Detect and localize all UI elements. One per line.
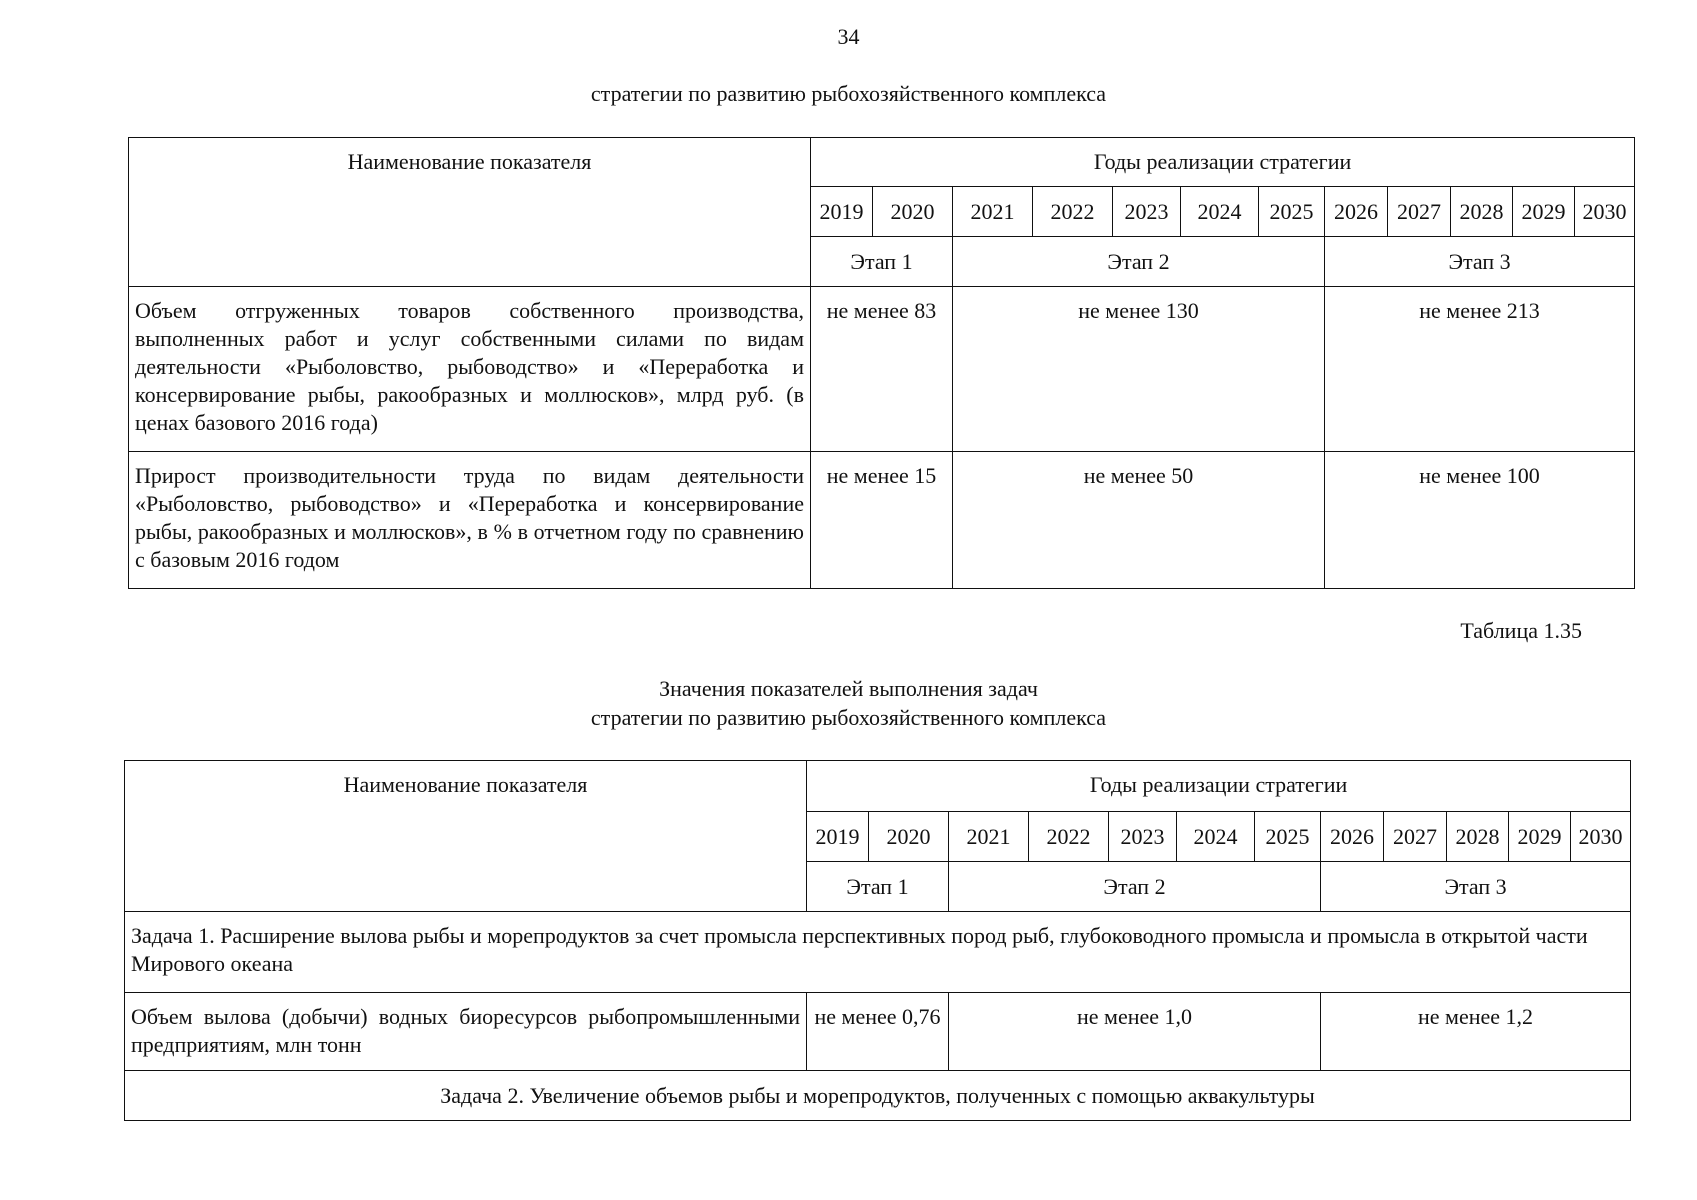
year-cell: 2024 (1177, 812, 1255, 862)
stage-2-header: Этап 2 (953, 237, 1325, 287)
stage-1-header: Этап 1 (807, 862, 949, 912)
indicators-table-bottom (124, 760, 1631, 1121)
year-cell: 2025 (1255, 812, 1321, 862)
header-indicator-name: Наименование показателя (129, 138, 811, 287)
year-cell: 2029 (1509, 812, 1571, 862)
indicator-name: Объем отгруженных товаров собственного производства, выполненных работ и услуг собственными силами по видам деятельности «Рыболовство, рыбоводство» и «Переработка и консервирование рыбы, ракообразных и моллюсков», млрд руб. (в ценах базового 2016 года) (129, 287, 811, 452)
indicators-table-top (128, 137, 1635, 589)
stage-3-value: не менее 213 (1325, 287, 1635, 452)
stage-3-value: не менее 100 (1325, 452, 1635, 589)
table-title-line-1: Значения показателей выполнения задач (659, 676, 1038, 701)
stage-1-value: не менее 83 (811, 287, 953, 452)
year-cell: 2030 (1571, 812, 1631, 862)
year-cell: 2026 (1321, 812, 1384, 862)
table-title-line-2: стратегии по развитию рыбохозяйственного комплекса (590, 705, 1107, 730)
year-cell: 2024 (1181, 187, 1259, 237)
year-cell: 2025 (1259, 187, 1325, 237)
stage-3-header: Этап 3 (1325, 237, 1635, 287)
year-cell: 2022 (1029, 812, 1109, 862)
year-cell: 2028 (1447, 812, 1509, 862)
top-heading: стратегии по развитию рыбохозяйственного комплекса (590, 81, 1107, 106)
stage-2-value: не менее 50 (953, 452, 1325, 589)
year-cell: 2020 (869, 812, 949, 862)
header-years: Годы реализации стратегии (811, 138, 1635, 187)
year-cell: 2022 (1033, 187, 1113, 237)
task-2-row: Задача 2. Увеличение объемов рыбы и морепродуктов, полученных с помощью аквакультуры (125, 1071, 1631, 1121)
stage-1-value: не менее 0,76 (807, 993, 949, 1071)
indicator-name: Прирост производительности труда по видам деятельности «Рыболовство, рыбоводство» и «Переработка и консервирование рыбы, ракообразных и моллюсков», в % в отчетном году по сравнению с базовым 2016 годом (129, 452, 811, 589)
stage-1-value: не менее 15 (811, 452, 953, 589)
year-cell: 2021 (949, 812, 1029, 862)
year-cell: 2029 (1513, 187, 1575, 237)
year-cell: 2019 (807, 812, 869, 862)
year-cell: 2027 (1388, 187, 1451, 237)
table-number-label: Таблица 1.35 (1460, 618, 1582, 643)
stage-2-header: Этап 2 (949, 862, 1321, 912)
year-cell: 2023 (1113, 187, 1181, 237)
year-cell: 2027 (1384, 812, 1447, 862)
year-cell: 2028 (1451, 187, 1513, 237)
indicator-name: Объем вылова (добычи) водных биоресурсов рыбопромышленными предприятиям, млн тонн (125, 993, 807, 1071)
table-row (129, 287, 1635, 452)
stage-3-value: не менее 1,2 (1321, 993, 1631, 1071)
table-row (125, 993, 1631, 1071)
year-cell: 2019 (811, 187, 873, 237)
header-indicator-name: Наименование показателя (125, 761, 807, 912)
stage-3-header: Этап 3 (1321, 862, 1631, 912)
year-cell: 2026 (1325, 187, 1388, 237)
page-number: 34 (837, 24, 860, 49)
year-cell: 2023 (1109, 812, 1177, 862)
header-years: Годы реализации стратегии (807, 761, 1631, 812)
task-1-row: Задача 1. Расширение вылова рыбы и морепродуктов за счет промысла перспективных пород рыб, глубоководного промысла и промысла в открытой части Мирового океана (125, 912, 1631, 993)
table-row (129, 452, 1635, 589)
year-cell: 2020 (873, 187, 953, 237)
stage-1-header: Этап 1 (811, 237, 953, 287)
stage-2-value: не менее 130 (953, 287, 1325, 452)
year-cell: 2030 (1575, 187, 1635, 237)
year-cell: 2021 (953, 187, 1033, 237)
stage-2-value: не менее 1,0 (949, 993, 1321, 1071)
